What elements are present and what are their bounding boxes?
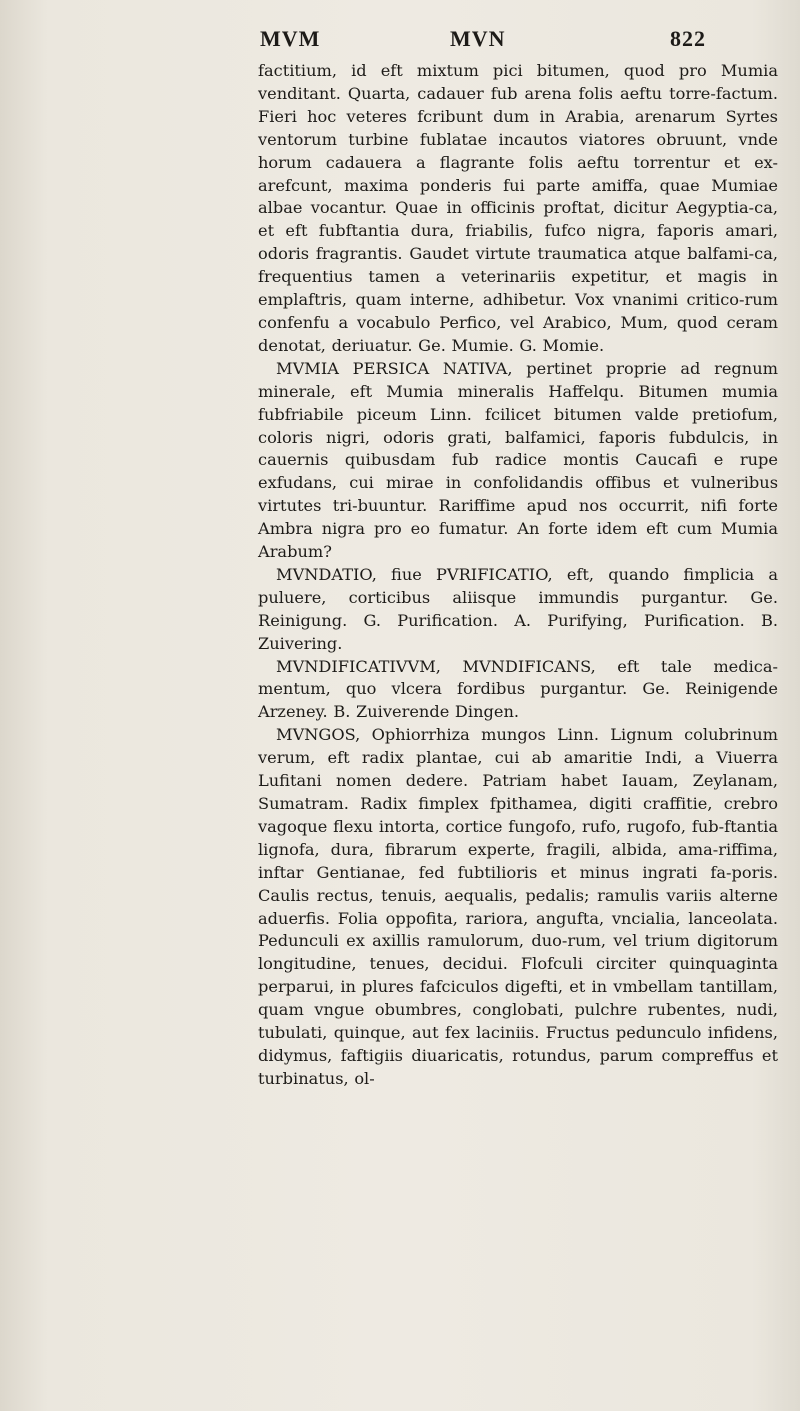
- entry-mumia-persica: MVMIA PERSICA NATIVA, pertinet proprie ad regnum minerale, eft Mumia mineralis Haffelqu. Bitumen mumia fubfriabile piceum Linn. fcilicet bitumen valde pretiofum, coloris nigri, odoris grati, balfamici, faporis fubdulcis, in cauernis quibusdam fub radice montis Caucafi e rupe exfudans, cui mirae in confolidandis offibus et vulneribus virtutes tri-buuntur. Rariffime apud nos occurrit, nifi forte Ambra nigra pro eo fumatur. An forte idem eft cum Mumia Arabum?: [258, 358, 778, 562]
- entry-mungos: MVNGOS, Ophiorrhiza mungos Linn. Lignum colubrinum verum, eft radix plantae, cui ab amaritie Indi, a Viuerra Lufitani nomen dedere. Patriam habet Iauam, Zeylanam, Sumatram. Radix fimplex fpithamea, digiti craffitie, crebro vagoque flexu intorta, cortice fungofo, rufo, rugofo, fub-ftantia lignofa, dura, fibrarum experte, fragili, albida, ama-riffima, inftar Gentianae, fed fubtilioris et minus ingrati fa-poris. Caulis rectus, tenuis, aequalis, pedalis; ramulis variis alterne aduerfis. Folia oppofita, rariora, angufta, vncialia, lanceolata. Pedunculi ex axillis ramulorum, duo-rum, vel trium digitorum longitudine, tenues, decidui. Flofculi circiter quinquaginta perparui, in plures fafciculos digefti, et in vmbellam tantillam, quam vngue obumbres, conglobati, pulchre rubentes, nudi, tubulati, quinque, aut fex laciniis. Fructus pedunculo infidens, didymus, faftigiis diuaricatis, rotundus, parum compreffus et turbinatus, ol-: [258, 725, 778, 1088]
- paragraph-continuation: factitium, id eft mixtum pici bitumen, quod pro Mumia venditant. Quarta, cadauer fub arena folis aeftu torre-factum. Fieri hoc veteres fcribunt dum in Arabia, arenarum Syrtes ventorum turbine fublatae incautos viatores obruunt, vnde horum cadauera a flagrante folis aeftu torrentur et ex-arefcunt, maxima ponderis fui parte amiffa, quae Mumiae albae vocantur. Quae in officinis proftat, dicitur Aegyptia-ca, et eft fubftantia dura, friabilis, fufco nigra, faporis amari, odoris fragrantis. Gaudet virtute traumatica atque balfami-ca, frequentius tamen a veterinariis expetitur, et magis in emplaftris, quam interne, adhibetur. Vox vnanimi critico-rum confenfu a vocabulo Perfico, vel Arabico, Mum, quod ceram denotat, deriuatur. Ge. Mumie. G. Momie.: [258, 61, 778, 355]
- header-left-word: MVM: [260, 26, 321, 51]
- header-center-word: MVN: [450, 26, 506, 51]
- entry-mundificativum: MVNDIFICATIVVM, MVNDIFICANS, eft tale medica-mentum, quo vlcera fordibus purgantur. Ge. Reinigende Arzeney. B. Zuiverende Dingen.: [258, 656, 778, 722]
- running-header: [200, 26, 730, 56]
- page-number: 822: [670, 26, 706, 51]
- dictionary-text: [258, 60, 778, 1091]
- entry-mundatio: MVNDATIO, fiue PVRIFICATIO, eft, quando fimplicia a puluere, corticibus aliisque immundis purgantur. Ge. Reinigung. G. Purification. A. Purifying, Purification. B. Zuivering.: [258, 564, 778, 653]
